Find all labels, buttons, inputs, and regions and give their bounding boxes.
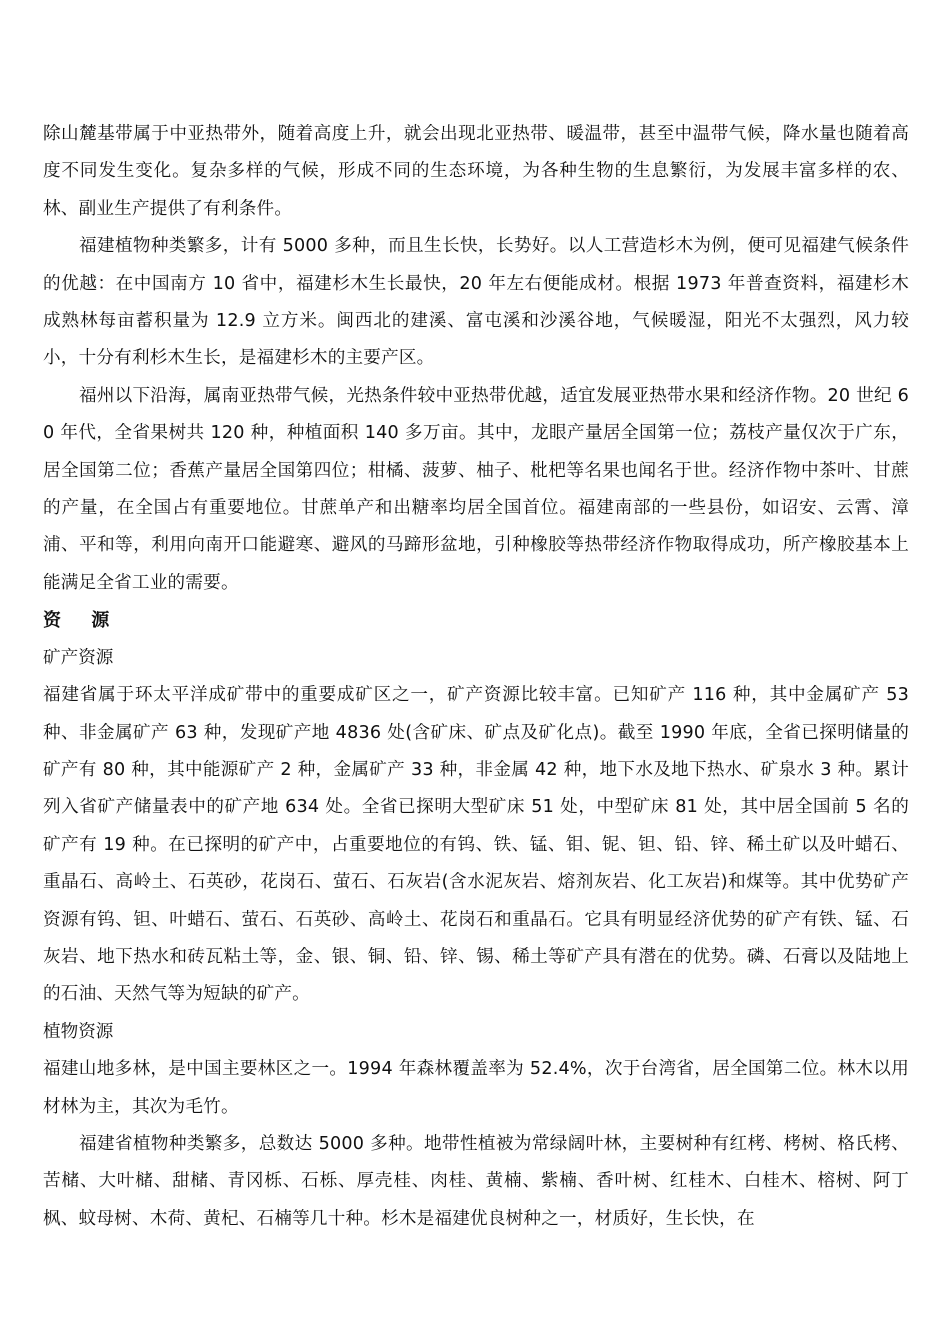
paragraph-climate-continued: 除山麓基带属于中亚热带外，随着高度上升，就会出现北亚热带、暖温带，甚至中温带气候，降水量也随着高度不同发生变化。复杂多样的气候，形成不同的生态环境，为各种生物的生息繁衍，为发展丰富多样的农、林、副业生产提供了有利条件。 <box>43 124 909 219</box>
paragraph-fir-trees: 福建植物种类繁多，计有 5000 多种，而且生长快，长势好。以人工营造杉木为例，便可见福建气候条件的优越：在中国南方 10 省中，福建杉木生长最快，20 年左右便能成材。根据 1973 年普查资料，福建杉木成熟林每亩蓄积量为 12.9 立方米。闽西北的建溪、富屯溪和沙溪谷地，气候暖湿，阳光不太强烈，风力较小，十分有利杉木生长，是福建杉木的主要产区。 <box>43 236 909 369</box>
subheading-mineral-resources: 矿产资源 <box>43 647 114 668</box>
subheading-plant-resources: 植物资源 <box>43 1021 114 1042</box>
paragraph-plant-species: 福建省植物种类繁多，总数达 5000 多种。地带性植被为常绿阔叶林，主要树种有红栲、栲树、格氏栲、苦槠、大叶槠、甜槠、青冈栎、石栎、厚壳桂、肉桂、黄楠、紫楠、香叶树、红桂木、白桂木、榕树、阿丁枫、蚊母树、木荷、黄杞、石楠等几十种。杉木是福建优良树种之一，材质好，生长快，在 <box>43 1133 909 1229</box>
section-heading-resources: 资 源 <box>43 610 122 632</box>
paragraph-fuzhou-coast: 福州以下沿海，属南亚热带气候，光热条件较中亚热带优越，适宜发展亚热带水果和经济作物。20 世纪 60 年代，全省果树共 120 种，种植面积 140 多万亩。其中，龙眼产量居全国第一位；荔枝产量仅次于广东，居全国第二位；香蕉产量居全国第四位；柑橘、菠萝、柚子、枇杷等名果也闻名于世。经济作物中茶叶、甘蔗的产量，在全国占有重要地位。甘蔗单产和出糖率均居全国首位。福建南部的一些县份，如诏安、云霄、漳浦、平和等，利用向南开口能避寒、避风的马蹄形盆地，引种橡胶等热带经济作物取得成功，所产橡胶基本上能满足全省工业的需要。 <box>43 385 909 593</box>
document-page <box>43 116 909 1238</box>
paragraph-minerals: 福建省属于环太平洋成矿带中的重要成矿区之一，矿产资源比较丰富。已知矿产 116 种，其中金属矿产 53 种、非金属矿产 63 种，发现矿产地 4836 处(含矿床、矿点及矿化点)。截至 1990 年底，全省已探明储量的矿产有 80 种，其中能源矿产 2 种，金属矿产 33 种，非金属 42 种，地下水及地下热水、矿泉水 3 种。累计列入省矿产储量表中的矿产地 634 处。全省已探明大型矿床 51 处，中型矿床 81 处，其中居全国前 5 名的矿产有 19 种。在已探明的矿产中，占重要地位的有钨、铁、锰、钼、铌、钽、铅、锌、稀土矿以及叶蜡石、重晶石、高岭土、石英砂，花岗石、萤石、石灰岩(含水泥灰岩、熔剂灰岩、化工灰岩)和煤等。其中优势矿产资源有钨、钽、叶蜡石、萤石、石英砂、高岭土、花岗石和重晶石。它具有明显经济优势的矿产有铁、锰、石灰岩、地下热水和砖瓦粘土等，金、银、铜、铅、锌、锡、稀土等矿产具有潜在的优势。磷、石膏以及陆地上的石油、天然气等为短缺的矿产。 <box>43 685 909 1005</box>
paragraph-forest-coverage: 福建山地多林，是中国主要林区之一。1994 年森林覆盖率为 52.4%，次于台湾省，居全国第二位。林木以用材林为主，其次为毛竹。 <box>43 1059 909 1117</box>
